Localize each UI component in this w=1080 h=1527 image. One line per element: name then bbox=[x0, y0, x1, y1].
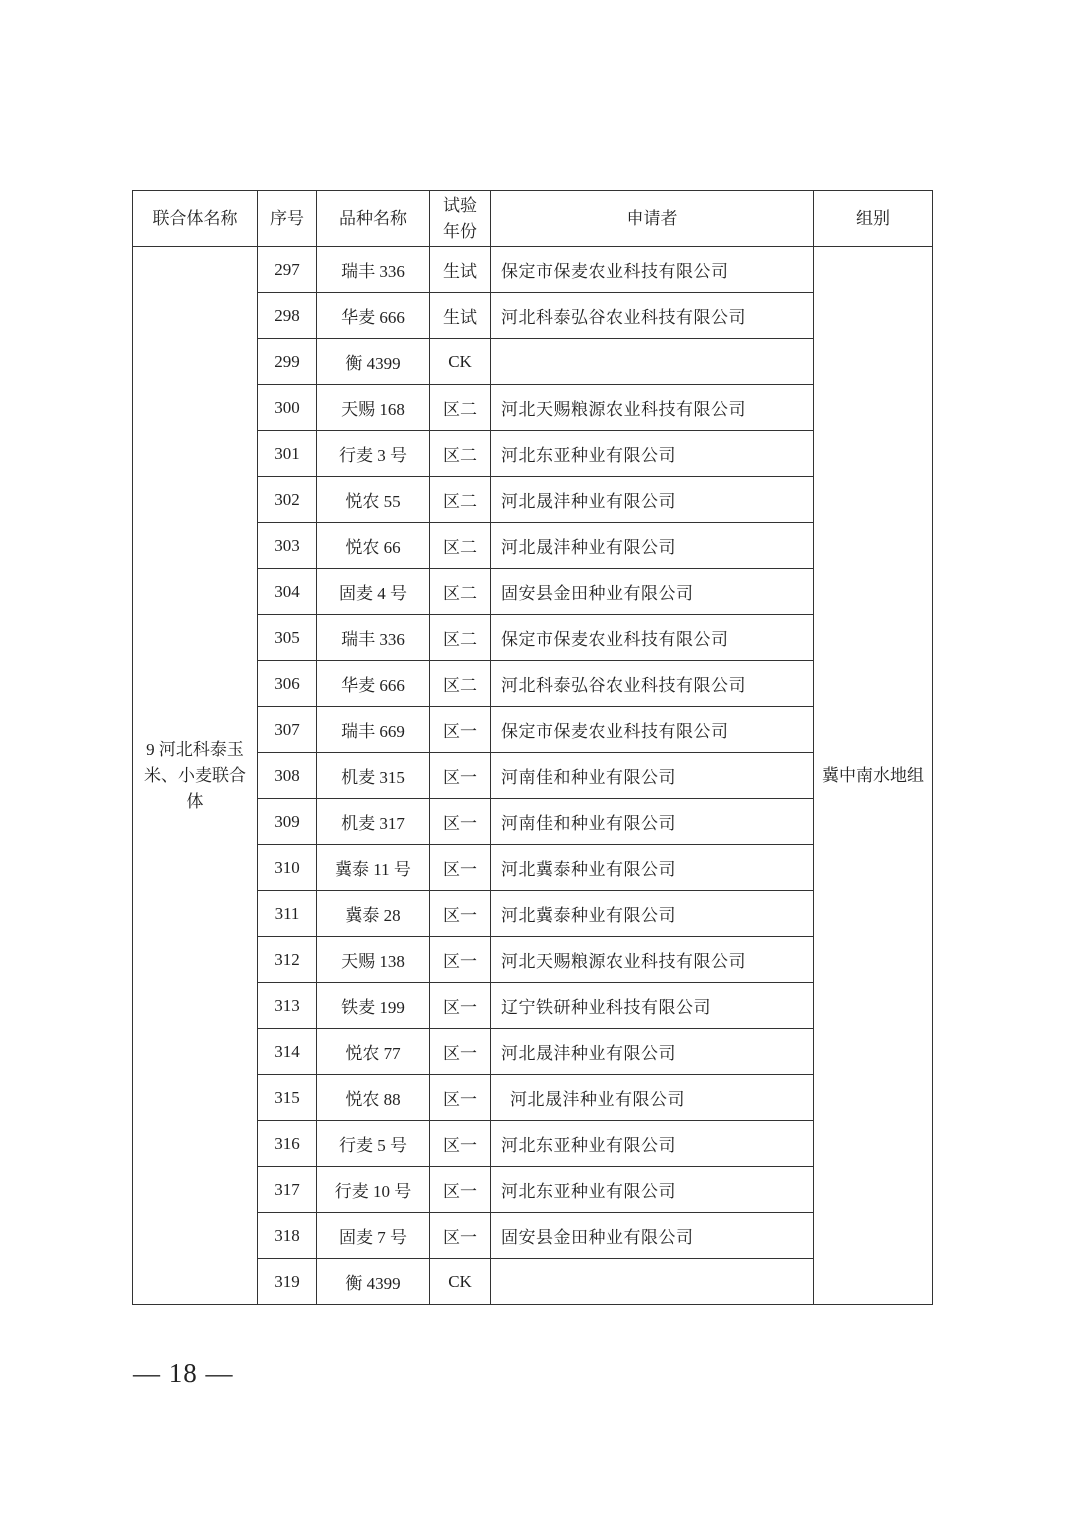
trial-year-cell: 区二 bbox=[430, 523, 491, 569]
group-cell: 冀中南水地组 bbox=[814, 247, 933, 1305]
seq-cell: 313 bbox=[258, 983, 317, 1029]
variety-trial-table bbox=[132, 190, 933, 1305]
header-applicant: 申请者 bbox=[491, 191, 814, 247]
variety-cell: 华麦 666 bbox=[317, 661, 430, 707]
applicant-cell bbox=[491, 1259, 814, 1305]
variety-cell: 行麦 10 号 bbox=[317, 1167, 430, 1213]
applicant-cell: 河北晟沣种业有限公司 bbox=[491, 523, 814, 569]
table-body bbox=[133, 247, 933, 1305]
trial-year-cell: 生试 bbox=[430, 293, 491, 339]
trial-year-cell: 区一 bbox=[430, 1167, 491, 1213]
variety-cell: 瑞丰 336 bbox=[317, 247, 430, 293]
seq-cell: 309 bbox=[258, 799, 317, 845]
variety-cell: 悦农 55 bbox=[317, 477, 430, 523]
seq-cell: 314 bbox=[258, 1029, 317, 1075]
applicant-cell: 河北东亚种业有限公司 bbox=[491, 1167, 814, 1213]
variety-cell: 机麦 317 bbox=[317, 799, 430, 845]
trial-year-cell: CK bbox=[430, 339, 491, 385]
header-trial-year bbox=[430, 191, 491, 247]
seq-cell: 298 bbox=[258, 293, 317, 339]
header-variety: 品种名称 bbox=[317, 191, 430, 247]
applicant-cell: 保定市保麦农业科技有限公司 bbox=[491, 615, 814, 661]
variety-cell: 悦农 88 bbox=[317, 1075, 430, 1121]
applicant-cell: 河北冀泰种业有限公司 bbox=[491, 845, 814, 891]
variety-cell: 冀泰 28 bbox=[317, 891, 430, 937]
seq-cell: 306 bbox=[258, 661, 317, 707]
variety-cell: 瑞丰 336 bbox=[317, 615, 430, 661]
seq-cell: 304 bbox=[258, 569, 317, 615]
table-header-row bbox=[133, 191, 933, 247]
applicant-cell: 河北天赐粮源农业科技有限公司 bbox=[491, 385, 814, 431]
seq-cell: 316 bbox=[258, 1121, 317, 1167]
variety-cell: 天赐 168 bbox=[317, 385, 430, 431]
applicant-cell bbox=[491, 339, 814, 385]
seq-cell: 315 bbox=[258, 1075, 317, 1121]
seq-cell: 308 bbox=[258, 753, 317, 799]
applicant-cell: 河北东亚种业有限公司 bbox=[491, 431, 814, 477]
trial-year-cell: 区一 bbox=[430, 1121, 491, 1167]
header-seq: 序号 bbox=[258, 191, 317, 247]
trial-year-cell: 区一 bbox=[430, 983, 491, 1029]
applicant-cell: 河北晟沣种业有限公司 bbox=[491, 1075, 814, 1121]
applicant-cell: 河北晟沣种业有限公司 bbox=[491, 477, 814, 523]
consortium-name-cell: 9 河北科泰玉米、小麦联合体 bbox=[133, 247, 258, 1305]
variety-cell: 衡 4399 bbox=[317, 339, 430, 385]
seq-cell: 307 bbox=[258, 707, 317, 753]
variety-cell: 机麦 315 bbox=[317, 753, 430, 799]
trial-year-cell: 区二 bbox=[430, 477, 491, 523]
seq-cell: 297 bbox=[258, 247, 317, 293]
seq-cell: 303 bbox=[258, 523, 317, 569]
trial-year-cell: 区二 bbox=[430, 661, 491, 707]
seq-cell: 302 bbox=[258, 477, 317, 523]
applicant-cell: 保定市保麦农业科技有限公司 bbox=[491, 247, 814, 293]
applicant-cell: 保定市保麦农业科技有限公司 bbox=[491, 707, 814, 753]
trial-year-cell: 区一 bbox=[430, 1075, 491, 1121]
seq-cell: 300 bbox=[258, 385, 317, 431]
trial-year-cell: 区一 bbox=[430, 1029, 491, 1075]
seq-cell: 301 bbox=[258, 431, 317, 477]
trial-year-cell: 生试 bbox=[430, 247, 491, 293]
header-trial-year-line1: 试验 bbox=[443, 195, 477, 216]
variety-cell: 衡 4399 bbox=[317, 1259, 430, 1305]
applicant-cell: 河南佳和种业有限公司 bbox=[491, 799, 814, 845]
header-trial-year-line2: 年份 bbox=[443, 221, 477, 242]
seq-cell: 319 bbox=[258, 1259, 317, 1305]
applicant-cell: 河北科泰弘谷农业科技有限公司 bbox=[491, 293, 814, 339]
seq-cell: 299 bbox=[258, 339, 317, 385]
trial-year-cell: 区一 bbox=[430, 753, 491, 799]
variety-cell: 天赐 138 bbox=[317, 937, 430, 983]
trial-year-cell: 区二 bbox=[430, 385, 491, 431]
trial-year-cell: 区一 bbox=[430, 1213, 491, 1259]
seq-cell: 311 bbox=[258, 891, 317, 937]
applicant-cell: 固安县金田种业有限公司 bbox=[491, 569, 814, 615]
variety-cell: 冀泰 11 号 bbox=[317, 845, 430, 891]
variety-cell: 华麦 666 bbox=[317, 293, 430, 339]
trial-year-cell: 区一 bbox=[430, 707, 491, 753]
variety-cell: 固麦 7 号 bbox=[317, 1213, 430, 1259]
applicant-cell: 河北东亚种业有限公司 bbox=[491, 1121, 814, 1167]
variety-cell: 行麦 5 号 bbox=[317, 1121, 430, 1167]
applicant-cell: 河北冀泰种业有限公司 bbox=[491, 891, 814, 937]
page-number: — 18 — bbox=[133, 1358, 234, 1388]
seq-cell: 317 bbox=[258, 1167, 317, 1213]
trial-year-cell: CK bbox=[430, 1259, 491, 1305]
header-group: 组别 bbox=[814, 191, 933, 247]
variety-cell: 瑞丰 669 bbox=[317, 707, 430, 753]
trial-year-cell: 区一 bbox=[430, 845, 491, 891]
trial-year-cell: 区二 bbox=[430, 615, 491, 661]
header-consortium: 联合体名称 bbox=[133, 191, 258, 247]
variety-cell: 铁麦 199 bbox=[317, 983, 430, 1029]
applicant-cell: 河北科泰弘谷农业科技有限公司 bbox=[491, 661, 814, 707]
seq-cell: 318 bbox=[258, 1213, 317, 1259]
applicant-cell: 河北天赐粮源农业科技有限公司 bbox=[491, 937, 814, 983]
seq-cell: 312 bbox=[258, 937, 317, 983]
trial-year-cell: 区二 bbox=[430, 569, 491, 615]
table-row bbox=[133, 247, 933, 293]
applicant-cell: 辽宁铁研种业科技有限公司 bbox=[491, 983, 814, 1029]
trial-year-cell: 区一 bbox=[430, 891, 491, 937]
variety-cell: 行麦 3 号 bbox=[317, 431, 430, 477]
applicant-cell: 河南佳和种业有限公司 bbox=[491, 753, 814, 799]
seq-cell: 310 bbox=[258, 845, 317, 891]
applicant-cell: 河北晟沣种业有限公司 bbox=[491, 1029, 814, 1075]
variety-cell: 固麦 4 号 bbox=[317, 569, 430, 615]
variety-cell: 悦农 66 bbox=[317, 523, 430, 569]
applicant-cell: 固安县金田种业有限公司 bbox=[491, 1213, 814, 1259]
trial-year-cell: 区一 bbox=[430, 937, 491, 983]
trial-year-cell: 区二 bbox=[430, 431, 491, 477]
seq-cell: 305 bbox=[258, 615, 317, 661]
variety-cell: 悦农 77 bbox=[317, 1029, 430, 1075]
trial-year-cell: 区一 bbox=[430, 799, 491, 845]
